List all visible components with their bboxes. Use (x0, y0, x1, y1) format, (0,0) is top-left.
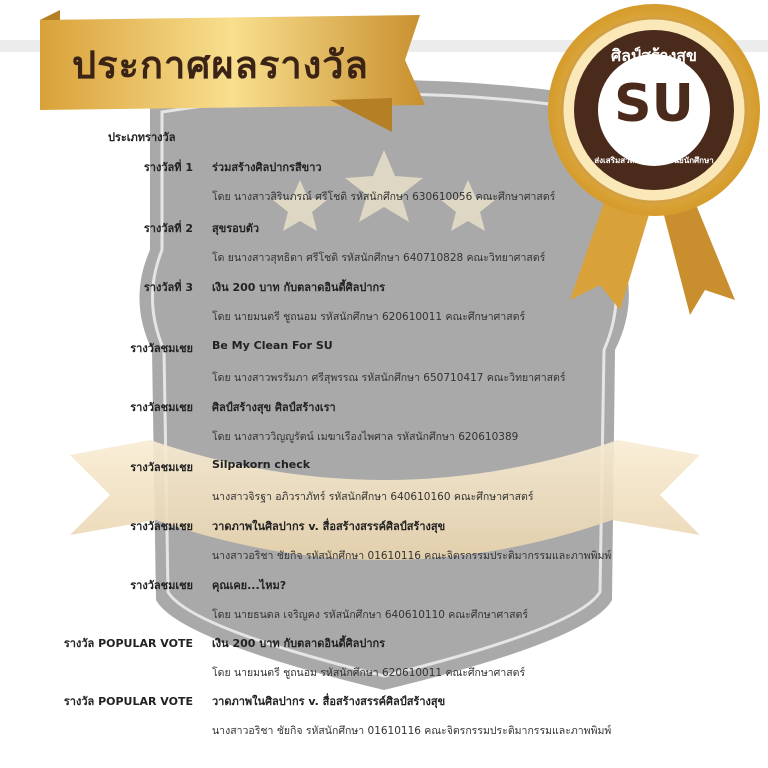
award-title: เงิน 200 บาท กับตลาดอินดี้ศิลปากร (212, 281, 386, 294)
award-entry (0, 458, 768, 512)
award-entry (0, 339, 768, 393)
award-entry (0, 634, 768, 688)
award-entry (0, 692, 768, 746)
award-entry (0, 576, 768, 630)
award-entry (0, 278, 768, 332)
award-winner: นางสาวอริชา ชัยกิจ รหัสนักศึกษา 01610116 คณะจิตรกรรมประติมากรรมและภาพพิมพ์ (212, 725, 612, 737)
award-winner: โด ยนางสาวสุทธิดา ศรีโชติ รหัสนักศึกษา 640710828 คณะวิทยาศาสตร์ (212, 252, 546, 264)
award-winner: โดย นายธนดล เจริญคง รหัสนักศึกษา 640610110 คณะศึกษาศาสตร์ (212, 609, 528, 621)
page-title: ประกาศผลรางวัล (72, 43, 369, 87)
award-entry (0, 398, 768, 452)
award-title: Silpakorn check (212, 458, 311, 471)
award-title: ร่วมสร้างศิลปากรสีขาว (212, 161, 322, 174)
award-title: ศิลป์สร้างสุข ศิลป์สร้างเรา (212, 401, 336, 414)
award-label: รางวัลชมเชย (130, 401, 193, 414)
award-title: วาดภาพในศิลปากร v. สื่อสร้างสรรค์ศิลป์สร้างสุข (212, 520, 446, 533)
award-winner: นางสาวจิรฐา อภิวราภัทร์ รหัสนักศึกษา 640610160 คณะศึกษาศาสตร์ (212, 491, 534, 503)
award-title: เงิน 200 บาท กับตลาดอินดี้ศิลปากร (212, 637, 386, 650)
badge-center-text: SU (614, 74, 694, 134)
award-entry (0, 517, 768, 571)
award-label: รางวัล POPULAR VOTE (63, 637, 193, 650)
award-label: รางวัลชมเชย (130, 520, 193, 533)
award-label: รางวัลชมเชย (130, 342, 193, 355)
award-winner: โดย นายมนตรี ชูถนอม รหัสนักศึกษา 620610011 คณะศึกษาศาสตร์ (212, 311, 526, 323)
badge-top-text: ศิลป์สร้างสุข (611, 46, 697, 65)
award-winner: โดย นางสาวสิรินภรณ์ ศรีโชติ รหัสนักศึกษา 630610056 คณะศึกษาศาสตร์ (212, 191, 556, 203)
award-winner: โดย นางสาวพรรัมภา ศรีสุพรรณ รหัสนักศึกษา 650710417 คณะวิทยาศาสตร์ (212, 372, 566, 384)
award-title: คุณเคย...ไหม? (212, 579, 287, 592)
award-type-header: ประเภทรางวัล (108, 131, 176, 144)
award-title: สุขรอบตัว (212, 222, 260, 235)
award-label: รางวัลชมเชย (130, 579, 193, 592)
award-entry (0, 158, 768, 212)
award-label: รางวัล POPULAR VOTE (63, 695, 193, 708)
award-entry (0, 219, 768, 273)
badge-bottom-text: ส่งเสริมสวัสดิภาพและวินัยนักศึกษา (594, 156, 714, 165)
award-winner: โดย นายมนตรี ชูถนอม รหัสนักศึกษา 620610011 คณะศึกษาศาสตร์ (212, 667, 526, 679)
award-title: Be My Clean For SU (212, 339, 333, 352)
award-label: รางวัลชมเชย (130, 461, 193, 474)
award-winner: โดย นางสาววิญญูรัตน์ เมฆาเรืองไพศาล รหัสนักศึกษา 620610389 (212, 431, 519, 443)
award-label: รางวัลที่ 1 (143, 161, 193, 174)
award-winner: นางสาวอริชา ชัยกิจ รหัสนักศึกษา 01610116 คณะจิตรกรรมประติมากรรมและภาพพิมพ์ (212, 550, 612, 562)
award-label: รางวัลที่ 3 (143, 281, 193, 294)
award-label: รางวัลที่ 2 (143, 222, 193, 235)
award-title: วาดภาพในศิลปากร v. สื่อสร้างสรรค์ศิลป์สร้างสุข (212, 695, 446, 708)
